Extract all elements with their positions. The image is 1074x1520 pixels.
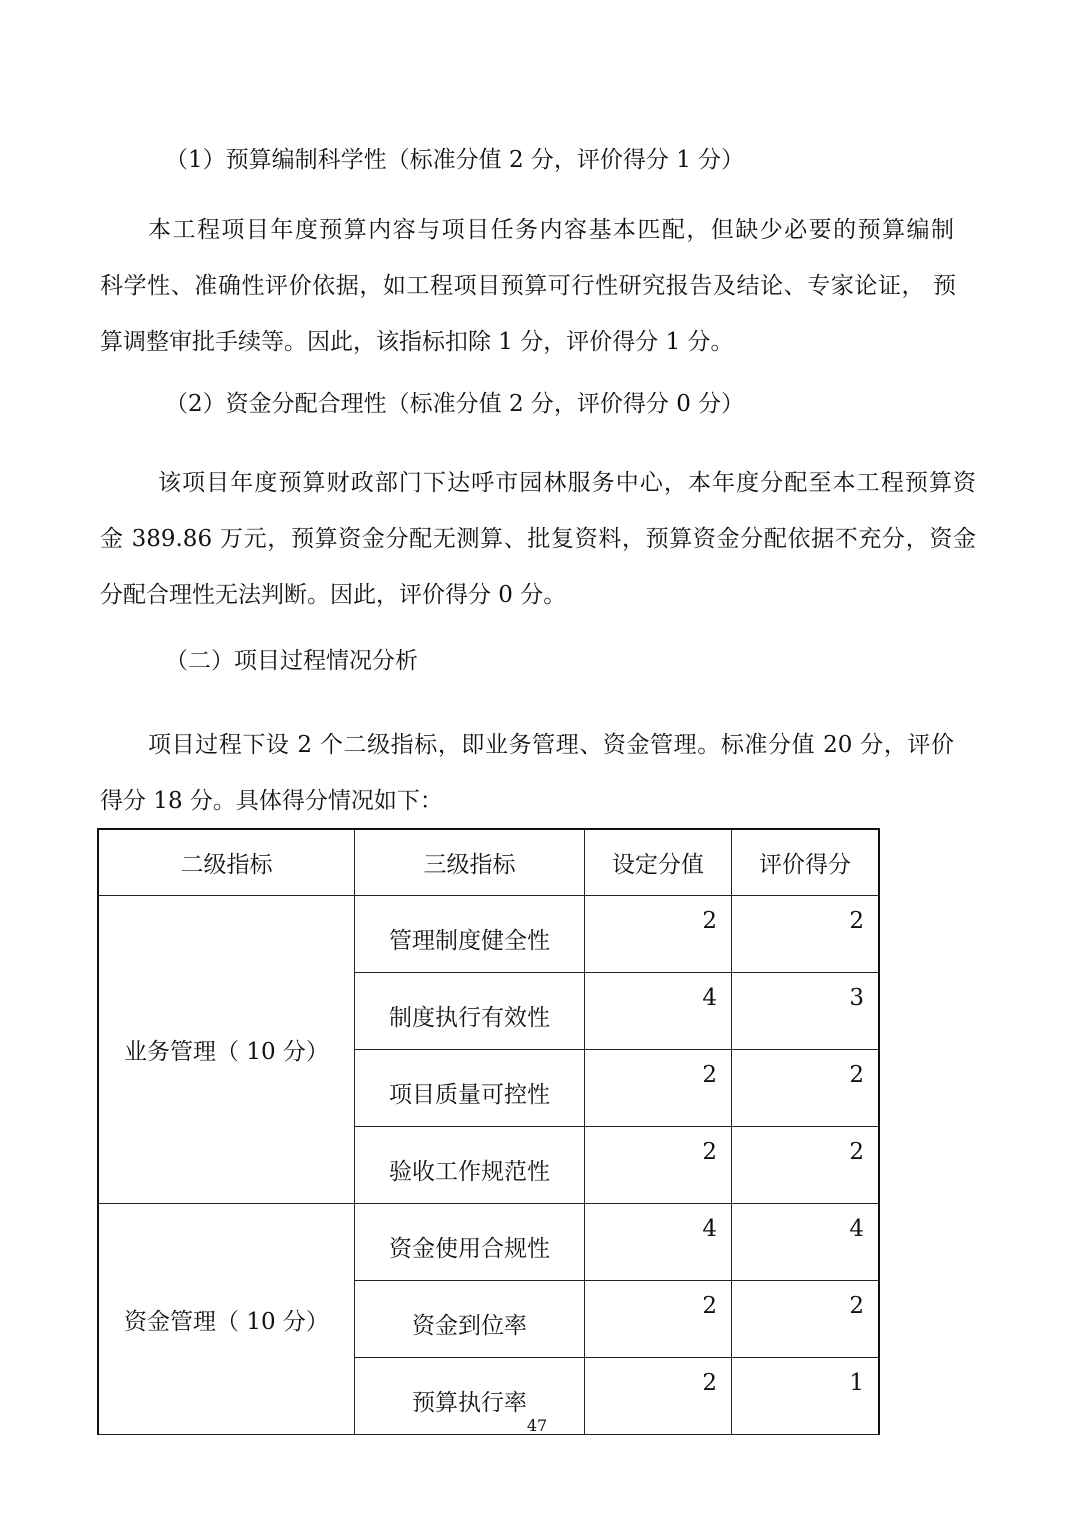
standard-cell: 2 xyxy=(585,896,732,973)
indicator-cell: 制度执行有效性 xyxy=(355,973,585,1050)
standard-cell: 2 xyxy=(585,1127,732,1204)
score-cell: 1 xyxy=(732,1358,880,1435)
standard-cell: 2 xyxy=(585,1281,732,1358)
score-table xyxy=(97,828,880,1435)
table-header-row xyxy=(98,829,879,896)
score-cell: 2 xyxy=(732,1281,880,1358)
header-level3: 三级指标 xyxy=(355,829,585,896)
indicator-cell: 验收工作规范性 xyxy=(355,1127,585,1204)
paragraph-line: 算调整审批手续等。因此，该指标扣除 1 分，评价得分 1 分。 xyxy=(100,329,734,355)
score-cell: 4 xyxy=(732,1204,880,1281)
standard-cell: 2 xyxy=(585,1050,732,1127)
paragraph-line: 项目过程下设 2 个二级指标，即业务管理、资金管理。标准分值 20 分，评价 xyxy=(148,732,954,758)
paragraph-line: 得分 18 分。具体得分情况如下： xyxy=(100,788,443,814)
section-heading-fund-allocation: （2）资金分配合理性（标准分值 2 分，评价得分 0 分） xyxy=(165,391,745,417)
page-number: 47 xyxy=(526,1416,548,1435)
indicator-cell: 管理制度健全性 xyxy=(355,896,585,973)
header-standard: 设定分值 xyxy=(585,829,732,896)
table-row xyxy=(98,896,879,973)
standard-cell: 2 xyxy=(585,1358,732,1435)
score-cell: 2 xyxy=(732,896,880,973)
standard-cell: 4 xyxy=(585,1204,732,1281)
group-fund-management: 资金管理（ 10 分） xyxy=(98,1204,355,1435)
paragraph-line: 金 389.86 万元，预算资金分配无测算、批复资料，预算资金分配依据不充分，资金 xyxy=(100,526,976,552)
paragraph-line: 科学性、准确性评价依据，如工程项目预算可行性研究报告及结论、专家论证， 预 xyxy=(100,273,956,299)
paragraph-line: 该项目年度预算财政部门下达呼市园林服务中心，本年度分配至本工程预算资 xyxy=(158,470,976,496)
section-heading-budget-scientific: （1）预算编制科学性（标准分值 2 分，评价得分 1 分） xyxy=(165,147,745,173)
score-cell: 2 xyxy=(732,1050,880,1127)
paragraph-line: 本工程项目年度预算内容与项目任务内容基本匹配，但缺少必要的预算编制 xyxy=(148,217,954,243)
group-business-management: 业务管理（ 10 分） xyxy=(98,896,355,1204)
table-row xyxy=(98,1204,879,1281)
paragraph-line: 分配合理性无法判断。因此，评价得分 0 分。 xyxy=(100,582,567,608)
score-cell: 3 xyxy=(732,973,880,1050)
section-heading-process-analysis: （二）项目过程情况分析 xyxy=(165,648,418,674)
indicator-cell: 资金到位率 xyxy=(355,1281,585,1358)
indicator-cell: 项目质量可控性 xyxy=(355,1050,585,1127)
score-cell: 2 xyxy=(732,1127,880,1204)
standard-cell: 4 xyxy=(585,973,732,1050)
indicator-cell: 资金使用合规性 xyxy=(355,1204,585,1281)
header-score: 评价得分 xyxy=(732,829,880,896)
indicator-cell: 预算执行率 xyxy=(355,1358,585,1435)
header-level2: 二级指标 xyxy=(98,829,355,896)
